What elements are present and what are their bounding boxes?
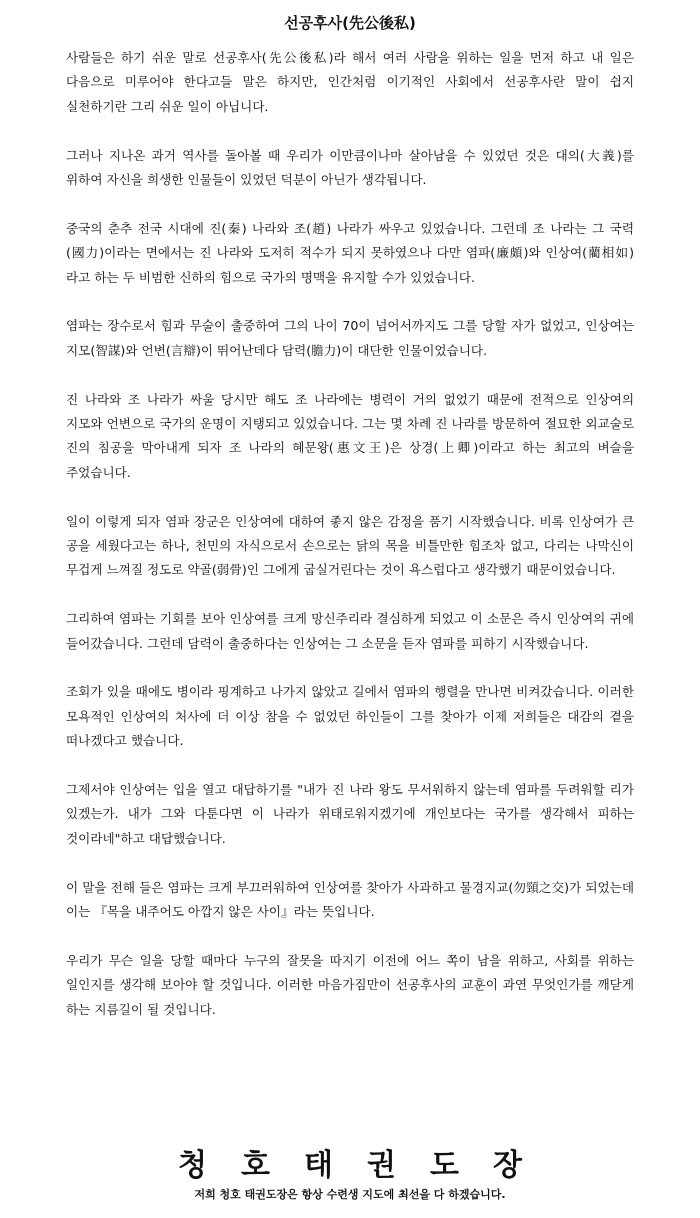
paragraph-7: 그리하여 염파는 기회를 보아 인상여를 크게 망신주리라 결심하게 되었고 이 소문은 즉시 인상여의 귀에 들어갔습니다. 그런데 담력이 출중하다는 인상여는 그 소문을 듣자 염파를 피하기 시작했습니다.	[66, 611, 634, 651]
paragraph-3: 중국의 춘추 전국 시대에 진(秦) 나라와 조(趙) 나라가 싸우고 있었습니다. 그런데 조 나라는 그 국력(國力)이라는 면에서는 진 나라와 도저히 적수가 되지 못하였으나 다만 염파(廉頗)와 인상여(藺相如)라고 하는 두 비범한 신하의 힘으로 국가의 명맥을 유지할 수가 있었습니다.	[66, 220, 634, 285]
paragraph-6: 일이 이렇게 되자 염파 장군은 인상여에 대하여 좋지 않은 감정을 품기 시작했습니다. 비록 인상여가 큰 공을 세웠다고는 하나, 천민의 자식으로서 손으로는 닭의 목을 비틀만한 힘조차 없고, 다리는 나막신이 무겁게 느껴질 정도로 약골(弱骨)인 그에게 굽실거린다는 것이 욕스럽다고 생각했기 때문이었습니다.	[66, 513, 634, 578]
document-title: 선공후사(先公後私)	[284, 14, 416, 32]
paragraph-9: 그제서야 인상여는 입을 열고 대답하기를 "내가 진 나라 왕도 무서워하지 않는데 염파를 두려워할 리가 있겠는가. 내가 그와 다툰다면 이 나라가 위태로워지겠기에 개인보다는 국가를 생각해서 피하는 것이라네"하고 대답했습니다.	[66, 782, 634, 846]
paragraph-5: 진 나라와 조 나라가 싸울 당시만 해도 조 나라에는 병력이 거의 없었기 때문에 전적으로 인상여의 지모와 언변으로 국가의 운명이 지탱되고 있었습니다. 그는 몇 차례 진 나라를 방문하여 절묘한 외교술로 진의 침공을 막아내게 되자 조 나라의 혜문왕(惠文王)은 상경(上卿)이라고 하는 최고의 벼슬을 주었습니다.	[66, 391, 634, 480]
paragraph-1: 사람들은 하기 쉬운 말로 선공후사(先公後私)라 해서 여러 사람을 위하는 일을 먼저 하고 내 일은 다음으로 미루어야 한다고들 말은 하지만, 인간처럼 이기적인 사회에서 선공후사란 말이 쉽지 실천하기란 그리 쉬운 일이 아닙니다.	[66, 50, 634, 114]
paragraph-4: 염파는 장수로서 힘과 무술이 출중하여 그의 나이 70이 넘어서까지도 그를 당할 자가 없었고, 인상여는 지모(智謀)와 언변(言辯)이 뛰어난데다 담력(膽力)이 대단한 인물이었습니다.	[66, 318, 634, 358]
footer-subtitle: 저희 청호 태권도장은 항상 수련생 지도에 최선을 다 하겠습니다.	[194, 1188, 506, 1201]
paragraph-2: 그러나 지나온 과거 역사를 돌아볼 때 우리가 이만큼이나마 살아남을 수 있었던 것은 대의(大義)를 위하여 자신을 희생한 인물들이 있었던 덕분이 아닌가 생각됩니다.	[66, 147, 634, 188]
document-body	[66, 46, 634, 1022]
paragraph-8: 조회가 있을 때에도 병이라 핑계하고 나가지 않았고 길에서 염파의 행렬을 만나면 비켜갔습니다. 이러한 모욕적인 인상여의 처사에 더 이상 참을 수 없었던 하인들이 그를 찾아가 이제 저희들은 대감의 곁을 떠나겠다고 했습니다.	[66, 684, 634, 749]
paragraph-10: 이 말을 전해 들은 염파는 크게 부끄러워하여 인상여를 찾아가 사과하고 물경지교(勿頸之交)가 되었는데 이는 『목을 내주어도 아깝지 않은 사이』라는 뜻입니다.	[66, 879, 634, 920]
paragraph-11: 우리가 무슨 일을 당할 때마다 누구의 잘못을 따지기 이전에 어느 쪽이 남을 위하고, 사회를 위하는 일인지를 생각해 보아야 할 것입니다. 이러한 마음가짐만이 선공후사의 교훈이 과연 무엇인가를 깨닫게 하는 지름길이 될 것입니다.	[66, 952, 634, 1017]
footer-title: 청호태권도장	[178, 1148, 556, 1183]
